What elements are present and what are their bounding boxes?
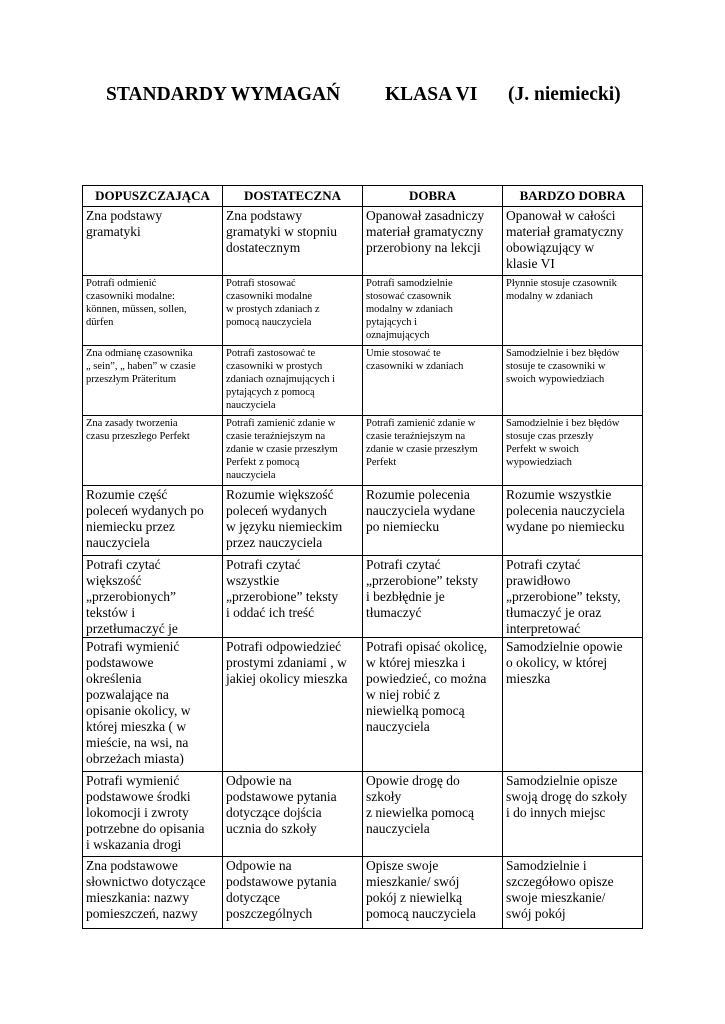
table-cell-bardzo-dobra: Samodzielnie i bez błędów stosuje czas przeszły Perfekt w swoich wypowiedziach xyxy=(506,418,620,468)
table-cell-dobra: Potrafi samodzielnie stosować czasownik modalny w zdaniach pytających i oznajmujących xyxy=(363,276,503,345)
table-cell-dobra: Rozumie polecenia nauczyciela wydane po niemiecku xyxy=(363,486,503,555)
table-cell-dobra: Potrafi opisać okolicę, w której mieszka i powiedzieć, co można w niej robić z niewielką pomocą nauczyciela xyxy=(363,638,503,771)
table-row xyxy=(83,857,642,928)
table-cell-bardzo-dobra: Samodzielnie opowie o okolicy, w której mieszka xyxy=(506,639,623,686)
title-subject: (J. niemiecki) xyxy=(508,84,621,105)
table-cell-dopuszczajaca: Potrafi wymienić podstawowe środki lokomocji i zwroty potrzebne do opisania i wskazania drogi xyxy=(83,772,223,856)
table-cell-dostateczna: Potrafi zamienić zdanie w czasie teraźniejszym na zdanie w czasie przeszłym Perfekt z pomocą nauczyciela xyxy=(223,416,363,485)
table-row xyxy=(83,346,642,416)
table-cell-bardzo-dobra: Samodzielnie i szczegółowo opisze swoje mieszkanie/ swój pokój xyxy=(506,858,614,921)
table-cell-bardzo-dobra: Samodzielnie opisze swoją drogę do szkoły i do innych miejsc xyxy=(506,773,628,820)
table-cell-bardzo-dobra: Potrafi czytać prawidłowo „przerobione” teksty, tłumaczyć je oraz interpretować xyxy=(506,557,621,636)
table-cell-dobra: Potrafi czytać „przerobione” teksty i bezbłędnie je tłumaczyć xyxy=(363,556,503,637)
table-cell-dopuszczajaca: Potrafi wymienić podstawowe określenia pozwalające na opisanie okolicy, w której mieszka ( w mieście, na wsi, na obrzeżach miasta) xyxy=(83,638,223,771)
table-cell-dobra: Opowie drogę do szkoły z niewielka pomocą nauczyciela xyxy=(363,772,503,856)
table-cell-dostateczna: Potrafi odpowiedzieć prostymi zdaniami , w jakiej okolicy mieszka xyxy=(223,638,363,771)
table-cell-dobra: Opanował zasadniczy materiał gramatyczny przerobiony na lekcji xyxy=(363,207,503,275)
table-cell-dobra: Potrafi zamienić zdanie w czasie teraźniejszym na zdanie w czasie przeszłym Perfekt xyxy=(363,416,503,485)
table-cell-dopuszczajaca: Potrafi czytać większość „przerobionych” tekstów i przetłumaczyć je xyxy=(83,556,223,637)
table-row xyxy=(83,207,642,276)
table-cell-dostateczna: Potrafi zastosować te czasowniki w prostych zdaniach oznajmujących i pytających z pomocą nauczyciela xyxy=(223,346,363,415)
header-bardzo-dobra: BARDZO DOBRA xyxy=(519,188,626,203)
table-cell-dostateczna: Rozumie większość poleceń wydanych w języku niemieckim przez nauczyciela xyxy=(223,486,363,555)
table-cell-dopuszczajaca: Potrafi odmienić czasowniki modalne: können, müssen, sollen, dürfen xyxy=(83,276,223,345)
header-dostateczna: DOSTATECZNA xyxy=(223,186,363,206)
table-cell-dostateczna: Odpowie na podstawowe pytania dotyczące dojścia ucznia do szkoły xyxy=(223,772,363,856)
header-dopuszczajaca: DOPUSZCZAJĄCA xyxy=(83,186,223,206)
table-cell-dostateczna: Odpowie na podstawowe pytania dotyczące poszczególnych xyxy=(223,857,363,928)
table-row xyxy=(83,638,642,772)
title-class: KLASA VI xyxy=(385,84,478,105)
table-row xyxy=(83,556,642,638)
table-cell-dopuszczajaca: Zna podstawowe słownictwo dotyczące mieszkania: nazwy pomieszczeń, nazwy xyxy=(83,857,223,928)
table-row xyxy=(83,416,642,486)
table-cell-dostateczna: Potrafi czytać wszystkie „przerobione” teksty i oddać ich treść xyxy=(223,556,363,637)
table-cell-dopuszczajaca: Zna odmianę czasownika „ sein”, „ haben” w czasie przeszłym Präteritum xyxy=(83,346,223,415)
title-standards: STANDARDY WYMAGAŃ xyxy=(106,84,341,105)
table-cell-dopuszczajaca: Rozumie część poleceń wydanych po niemiecku przez nauczyciela xyxy=(83,486,223,555)
table-cell-dopuszczajaca: Zna zasady tworzenia czasu przeszłego Perfekt xyxy=(83,416,223,485)
table-cell-dopuszczajaca: Zna podstawy gramatyki xyxy=(83,207,223,275)
requirements-table xyxy=(82,185,643,929)
header-dobra: DOBRA xyxy=(363,186,503,206)
table-row xyxy=(83,772,642,857)
table-cell-bardzo-dobra: Płynnie stosuje czasownik modalny w zdaniach xyxy=(506,278,617,302)
table-cell-bardzo-dobra: Rozumie wszystkie polecenia nauczyciela wydane po niemiecku xyxy=(506,487,625,534)
table-cell-bardzo-dobra: Samodzielnie i bez błędów stosuje te czasowniki w swoich wypowiedziach xyxy=(506,348,620,385)
page-title xyxy=(0,84,725,114)
table-row xyxy=(83,276,642,346)
table-cell-bardzo-dobra: Opanował w całości materiał gramatyczny obowiązujący w klasie VI xyxy=(506,208,624,271)
table-cell-dostateczna: Potrafi stosować czasowniki modalne w prostych zdaniach z pomocą nauczyciela xyxy=(223,276,363,345)
table-cell-dobra: Umie stosować te czasowniki w zdaniach xyxy=(363,346,503,415)
table-cell-dostateczna: Zna podstawy gramatyki w stopniu dostatecznym xyxy=(223,207,363,275)
table-row xyxy=(83,486,642,556)
table-header-row xyxy=(83,186,642,207)
table-cell-dobra: Opisze swoje mieszkanie/ swój pokój z niewielką pomocą nauczyciela xyxy=(363,857,503,928)
